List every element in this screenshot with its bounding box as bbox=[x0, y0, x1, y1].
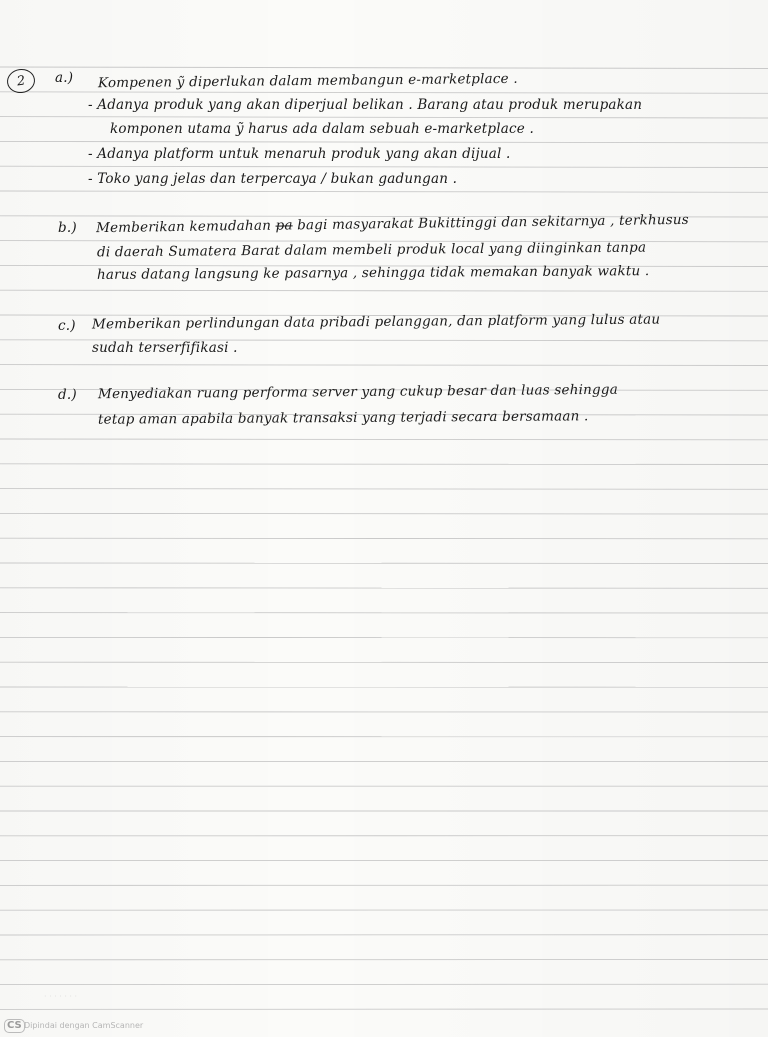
answer-c-line-1: Memberikan perlindungan data pribadi pelanggan, dan platform yang lulus atau bbox=[91, 311, 661, 333]
ruled-line bbox=[0, 141, 768, 142]
ruled-line bbox=[0, 439, 768, 440]
ruled-line bbox=[0, 67, 768, 69]
answer-b-marker: b.) bbox=[58, 220, 77, 236]
answer-b-line-1-end: bagi masyarakat Bukittinggi dan sekitarnya , terkhusus bbox=[297, 211, 689, 234]
answer-b-crossed-out: pa bbox=[275, 217, 293, 234]
faint-bleed-through-mark: · · · · · · · bbox=[44, 992, 78, 1001]
ruled-line bbox=[0, 117, 768, 118]
ruled-line bbox=[0, 166, 768, 167]
ruled-line bbox=[0, 513, 768, 514]
question-number: 2 bbox=[15, 72, 27, 90]
scanner-watermark: Dipindai dengan CamScanner bbox=[24, 1021, 144, 1030]
ruled-line bbox=[0, 588, 768, 589]
ruled-line bbox=[0, 92, 768, 94]
answer-b-line-1-start: Memberikan kemudahan bbox=[95, 217, 272, 237]
answer-b-line-2: di daerah Sumatera Barat dalam membeli produk local yang diinginkan tanpa bbox=[96, 239, 647, 261]
answer-a-heading: Kompenen ỹ diperlukan dalam membangun e-marketplace . bbox=[97, 70, 518, 92]
ruled-line bbox=[0, 563, 768, 564]
ruled-line bbox=[0, 464, 768, 465]
ruled-line bbox=[0, 489, 768, 490]
answer-a-bullet-3: - Toko yang jelas dan terpercaya / bukan gadungan . bbox=[88, 171, 458, 187]
answer-a-bullet-2: - Adanya platform untuk menaruh produk yang akan dijual . bbox=[88, 146, 511, 162]
answer-d-line-2: tetap aman apabila banyak transaksi yang terjadi secara bersamaan . bbox=[97, 408, 589, 428]
answer-a-bullet-1-line-2: komponen utama ỹ harus ada dalam sebuah e-marketplace . bbox=[110, 121, 534, 137]
ruled-line bbox=[0, 365, 768, 366]
answer-a-marker: a.) bbox=[55, 70, 74, 86]
answer-d-line-1: Menyediakan ruang performa server yang cukup besar dan luas sehingga bbox=[97, 381, 618, 403]
answer-b-line-3: harus datang langsung ke pasarnya , sehingga tidak memakan banyak waktu . bbox=[96, 263, 650, 283]
answer-c-marker: c.) bbox=[58, 318, 76, 334]
ruled-line bbox=[0, 191, 768, 192]
answer-c-line-2: sudah terserfifikasi . bbox=[92, 340, 238, 356]
ruled-line bbox=[0, 290, 768, 291]
camscanner-logo: CS bbox=[4, 1019, 25, 1033]
answer-a-bullet-1-line-1: - Adanya produk yang akan diperjual belikan . Barang atau produk merupakan bbox=[88, 97, 643, 113]
answer-d-marker: d.) bbox=[58, 387, 77, 403]
ruled-line bbox=[0, 538, 768, 539]
